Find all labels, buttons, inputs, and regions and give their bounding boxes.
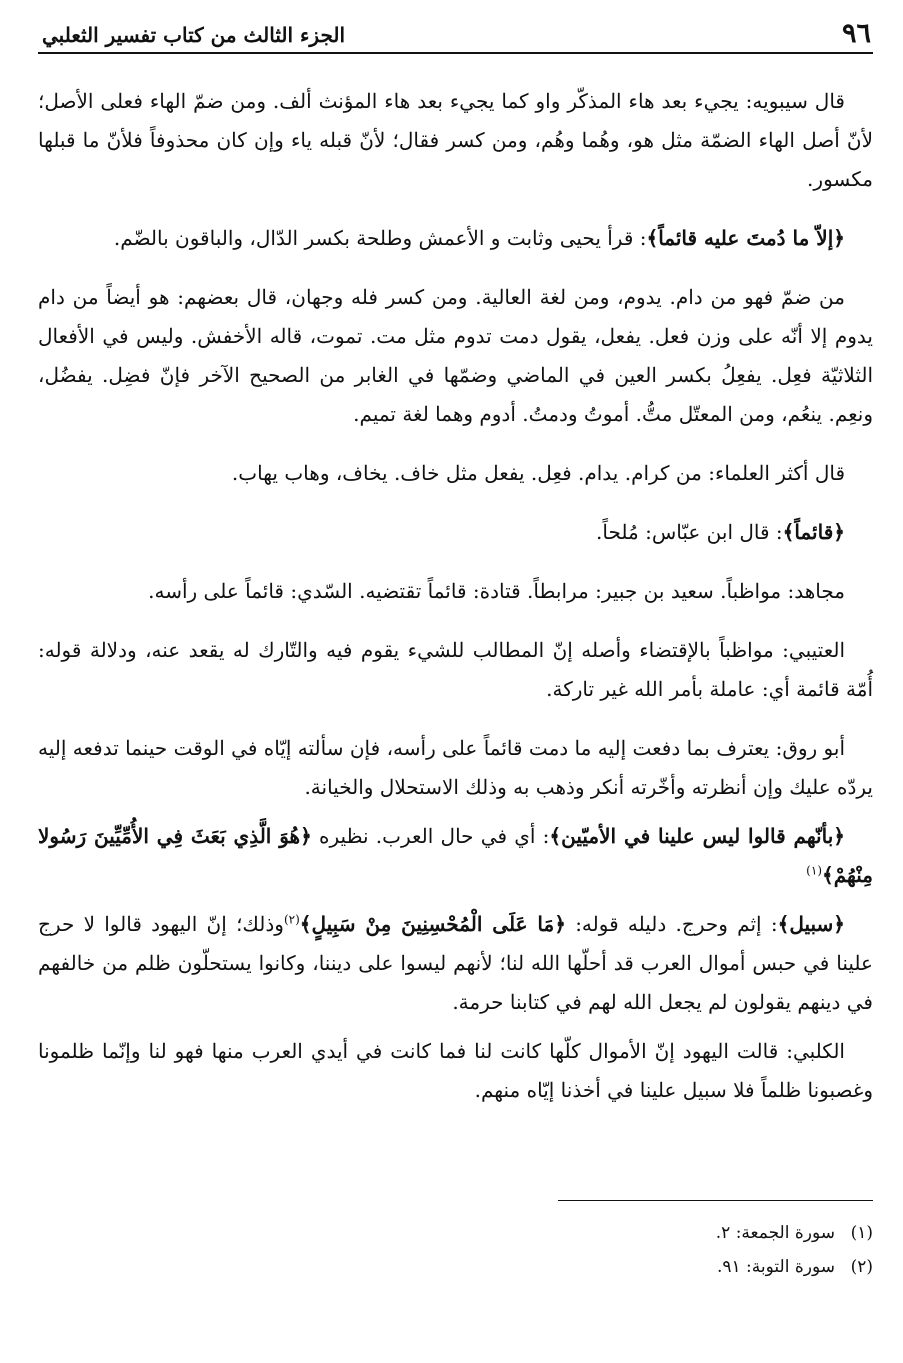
quran-quote: ﴿مَا عَلَى الْمُحْسِنِينَ مِنْ سَبِيلٍ﴾: [299, 912, 566, 936]
paragraph-abu-rawq: [38, 729, 873, 807]
paragraph-text: : قال ابن عبّاس: مُلحاً.: [596, 520, 783, 544]
footnote-reference: (١): [806, 863, 822, 878]
body-text: [38, 82, 873, 1110]
footnote-number: (١): [850, 1223, 873, 1243]
footnote-divider: [558, 1200, 873, 1201]
footnote-reference: (٢): [283, 912, 300, 927]
quran-quote: ﴿إلاّ ما دُمتَ عليه قائماً﴾: [646, 226, 845, 250]
quran-quote: ﴿قائماً﴾: [782, 520, 845, 544]
paragraph-mujahid: [38, 572, 873, 611]
running-title: الجزء الثالث من كتاب تفسير الثعلبي: [42, 23, 345, 47]
paragraph-text: مجاهد: مواظباً. سعيد بن جبير: مرابطاً. قتادة: قائماً تقتضيه. السّدي: قائماً على رأسه.: [148, 579, 845, 603]
footnote-text: سورة التوبة: ٩١.: [716, 1257, 835, 1277]
paragraph-text: : قرأ يحيى وثابت و الأعمش وطلحة بكسر الدّال، والباقون بالضّم.: [113, 226, 647, 250]
document-page: [38, 18, 873, 1348]
quran-quote: ﴿هُوَ الَّذِي بَعَثَ فِي الأُمِّيِّينَ رَسُولا مِنْهُمْ﴾: [38, 824, 873, 887]
footnote-number: (٢): [850, 1257, 873, 1277]
paragraph-qaiman: [38, 513, 873, 552]
footnote-item: [38, 1216, 873, 1250]
quran-quote: ﴿بأنّهم قالوا ليس علينا في الأميّين﴾: [549, 824, 845, 848]
paragraph-text: قال سيبويه: يجيء بعد هاء المذكّر واو كما يجيء بعد هاء المؤنث ألف. ومن ضمّ الهاء فعلى الأصل؛ لأنّ أصل الهاء الضمّة مثل هو، وهُما وهُم، ومن كسر فقال؛ لأنّ قبله ياء وإن كان محذوفاً فلأنّ ما قبلها مكسور.: [38, 89, 873, 191]
paragraph-text: قال أكثر العلماء: من كرام. يدام. فعِل. يفعل مثل خاف. يخاف، وهاب يهاب.: [231, 461, 845, 485]
paragraph-text: الكلبي: قالت اليهود إنّ الأموال كلّها كانت لنا فما كانت في أيدي العرب منها فهو لنا وإنّما ظلمونا وغصبونا ظلماً فلا سبيل علينا في أخذنا إيّاه منهم.: [38, 1039, 873, 1102]
paragraph-dam-yadum: [38, 278, 873, 434]
paragraph-al-utaybi: [38, 631, 873, 709]
paragraph-al-ummiyyin: [38, 817, 873, 895]
footnote-text: سورة الجمعة: ٢.: [715, 1223, 835, 1243]
paragraph-text: من ضمّ فهو من دام. يدوم، ومن لغة العالية. ومن كسر فله وجهان، قال بعضهم: هو أيضاً من دام يدوم إلا أنّه على وزن فعل. يفعل، يقول دمت تدوم مثل مت. تموت، قاله الأخفش. وليس في الأفعال الثلاثيّة فعِل. يفعِلُ بكسر العين في الماضي وضمّها في الغابر من الصحيح الآخر فإنّ فضِل. يفضُل، ونعِم. ينعُم، ومن المعتّل متُّ. أموتُ ودمتُ. أدوم وهما لغة تميم.: [38, 285, 873, 426]
paragraph-text: : أي في حال العرب. نظيره: [311, 824, 550, 848]
page-number: ٩٦: [841, 18, 871, 49]
quran-quote: ﴿سبيل﴾: [777, 912, 846, 936]
paragraph-sibawayh: [38, 82, 873, 199]
paragraph-text: : إثم وحرج. دليله قوله:: [565, 912, 778, 936]
footnote-item: [38, 1250, 873, 1284]
footnotes: [38, 1216, 873, 1284]
page-header: [38, 18, 873, 54]
paragraph-illa-ma-dumta: [38, 219, 873, 258]
paragraph-text: أبو روق: يعترف بما دفعت إليه ما دمت قائماً على رأسه، فإن سألته إيّاه في الوقت حينما تدفعه إليه يردّه عليك وإن أنظرته وأخّرته أنكر وذهب به وذلك الاستحلال والخيانة.: [38, 736, 873, 799]
paragraph-text: العتيبي: مواظباً بالإقتضاء وأصله إنّ المطالب للشيء يقوم فيه والتّارك له يقعد عنه، ودلالة قوله: أُمّة قائمة أي: عاملة بأمر الله غير تاركة.: [38, 638, 873, 701]
paragraph-sabil: [38, 905, 873, 1022]
paragraph-text: وذلك؛ إنّ اليهود قالوا لا حرج علينا في حبس أموال العرب قد أحلّها الله لنا؛ لأنهم ليسوا على ديننا، وكانوا يستحلّون ظلم من خالفهم في دينهم يقولون لم يجعل الله لهم في كتابنا حرمة.: [38, 912, 873, 1014]
paragraph-akthar-al-ulama: [38, 454, 873, 493]
paragraph-al-kalbi: [38, 1032, 873, 1110]
